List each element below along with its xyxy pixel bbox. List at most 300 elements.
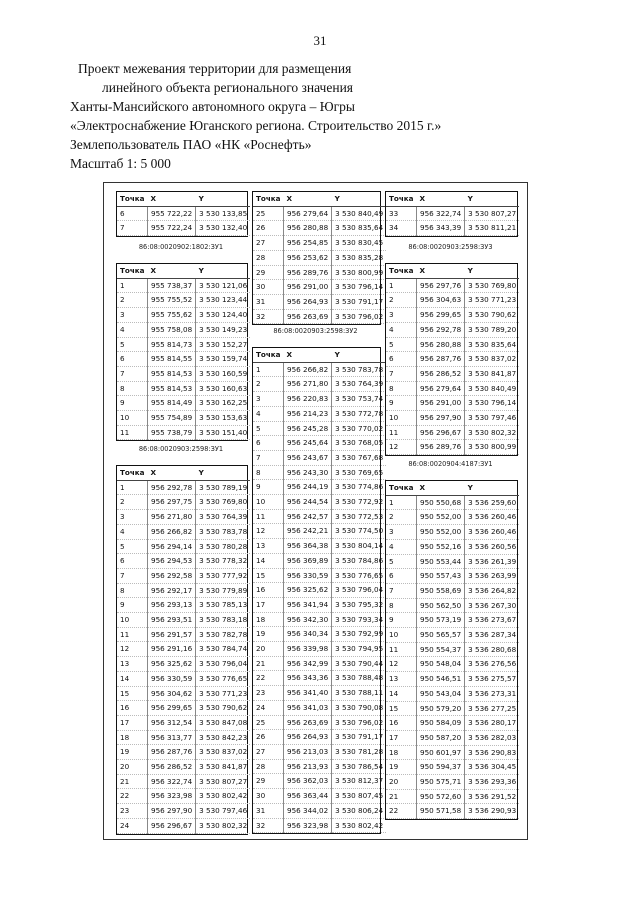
x-coordinate-cell: 955 814,53 (148, 381, 196, 396)
point-number-cell: 25 (253, 715, 284, 730)
point-number-cell: 33 (386, 206, 417, 221)
x-coordinate-cell: 956 292,58 (148, 568, 196, 583)
x-coordinate-cell: 956 294,53 (148, 554, 196, 569)
point-number-cell: 3 (117, 308, 148, 323)
y-coordinate-cell: 3 530 796,04 (196, 657, 251, 672)
y-column-header: Y (196, 192, 251, 206)
table-row (386, 569, 519, 584)
point-number-cell: 1 (117, 278, 148, 293)
x-coordinate-cell: 955 722,22 (148, 206, 196, 221)
y-coordinate-cell: 3 530 784,74 (196, 642, 251, 657)
y-coordinate-cell: 3 530 774,50 (332, 524, 387, 539)
y-coordinate-cell: 3 530 772,53 (332, 509, 387, 524)
point-column-header: Точка (117, 192, 148, 206)
table-row (117, 671, 250, 686)
table-row (253, 265, 386, 280)
y-coordinate-cell: 3 530 783,18 (196, 613, 251, 628)
point-number-cell: 2 (253, 377, 284, 392)
y-coordinate-cell: 3 530 771,23 (465, 293, 520, 308)
y-coordinate-cell: 3 530 796,02 (332, 715, 387, 730)
y-coordinate-cell: 3 536 261,39 (465, 554, 520, 569)
point-number-cell: 3 (253, 392, 284, 407)
point-number-cell: 17 (253, 597, 284, 612)
x-coordinate-cell: 955 814,55 (148, 352, 196, 367)
coords-table (386, 264, 519, 455)
table-row (117, 715, 250, 730)
y-coordinate-cell: 3 530 796,02 (332, 309, 387, 324)
table-row (253, 715, 386, 730)
y-column-header: Y (465, 481, 520, 495)
y-coordinate-cell: 3 530 160,63 (196, 381, 251, 396)
point-number-cell: 22 (253, 671, 284, 686)
y-coordinate-cell: 3 530 152,27 (196, 337, 251, 352)
point-number-cell: 9 (253, 480, 284, 495)
table-row (386, 308, 519, 323)
table-row (253, 686, 386, 701)
y-column-header: Y (332, 348, 387, 362)
table-row (117, 804, 250, 819)
point-number-cell: 2 (117, 495, 148, 510)
x-column-header: X (417, 192, 465, 206)
coords-table-block (116, 191, 248, 237)
x-coordinate-cell: 956 243,67 (284, 450, 332, 465)
x-coordinate-cell: 956 294,14 (148, 539, 196, 554)
table-row (386, 510, 519, 525)
x-coordinate-cell: 950 552,16 (417, 539, 465, 554)
x-coordinate-cell: 956 340,34 (284, 627, 332, 642)
point-number-cell: 12 (386, 440, 417, 455)
x-coordinate-cell: 956 279,64 (417, 381, 465, 396)
point-column-header: Точка (117, 264, 148, 278)
point-number-cell: 5 (117, 337, 148, 352)
x-coordinate-cell: 956 342,30 (284, 612, 332, 627)
x-coordinate-cell: 950 579,20 (417, 701, 465, 716)
point-number-cell: 6 (253, 436, 284, 451)
point-number-cell: 17 (386, 730, 417, 745)
point-number-cell: 4 (117, 524, 148, 539)
coords-table (253, 348, 386, 833)
x-coordinate-cell: 956 343,39 (417, 221, 465, 236)
x-coordinate-cell: 950 543,04 (417, 686, 465, 701)
parcel-caption: 86:08:0020903:2598:ЗУ2 (273, 327, 358, 335)
y-coordinate-cell: 3 530 847,08 (196, 715, 251, 730)
y-coordinate-cell: 3 536 290,83 (465, 745, 520, 760)
x-coordinate-cell: 956 297,76 (417, 278, 465, 293)
x-coordinate-cell: 956 292,78 (148, 480, 196, 495)
x-coordinate-cell: 950 550,68 (417, 495, 465, 510)
x-coordinate-cell: 956 266,82 (148, 524, 196, 539)
table-row (117, 789, 250, 804)
table-row (117, 774, 250, 789)
y-coordinate-cell: 3 530 841,87 (196, 760, 251, 775)
point-number-cell: 14 (386, 686, 417, 701)
x-coordinate-cell: 956 325,62 (284, 583, 332, 598)
x-coordinate-cell: 950 594,37 (417, 760, 465, 775)
y-coordinate-cell: 3 530 769,80 (196, 495, 251, 510)
coords-table (117, 466, 250, 834)
table-row (386, 672, 519, 687)
point-number-cell: 21 (253, 656, 284, 671)
table-row (253, 759, 386, 774)
table-row (253, 421, 386, 436)
y-coordinate-cell: 3 530 837,02 (196, 745, 251, 760)
point-number-cell: 8 (386, 598, 417, 613)
y-coordinate-cell: 3 530 842,23 (196, 730, 251, 745)
x-coordinate-cell: 956 304,62 (148, 686, 196, 701)
point-number-cell: 15 (117, 686, 148, 701)
table-row (117, 627, 250, 642)
y-coordinate-cell: 3 530 770,02 (332, 421, 387, 436)
x-coordinate-cell: 956 325,62 (148, 657, 196, 672)
table-row (117, 480, 250, 495)
point-number-cell: 5 (253, 421, 284, 436)
point-number-cell: 10 (386, 628, 417, 643)
table-row (253, 818, 386, 833)
y-coordinate-cell: 3 530 786,54 (332, 759, 387, 774)
x-coordinate-cell: 956 322,74 (148, 774, 196, 789)
table-row (386, 206, 519, 221)
point-number-cell: 30 (253, 280, 284, 295)
point-number-cell: 27 (253, 744, 284, 759)
x-coordinate-cell: 950 562,50 (417, 598, 465, 613)
table-row (386, 657, 519, 672)
coords-table-block (116, 263, 248, 441)
x-coordinate-cell: 956 313,77 (148, 730, 196, 745)
point-number-cell: 3 (117, 510, 148, 525)
table-row (117, 539, 250, 554)
table-row (386, 539, 519, 554)
table-row (253, 656, 386, 671)
point-number-cell: 4 (117, 322, 148, 337)
x-coordinate-cell: 950 571,58 (417, 804, 465, 819)
point-number-cell: 11 (386, 425, 417, 440)
table-row (253, 539, 386, 554)
table-row (253, 280, 386, 295)
point-number-cell: 20 (253, 642, 284, 657)
y-coordinate-cell: 3 530 802,32 (465, 425, 520, 440)
point-number-cell: 7 (386, 366, 417, 381)
point-number-cell: 24 (117, 818, 148, 833)
y-coordinate-cell: 3 530 769,80 (465, 278, 520, 293)
coords-table-block (385, 480, 518, 820)
table-row (253, 309, 386, 324)
table-row (117, 510, 250, 525)
x-coordinate-cell: 955 754,89 (148, 411, 196, 426)
y-coordinate-cell: 3 530 781,28 (332, 744, 387, 759)
x-coordinate-cell: 956 286,52 (417, 366, 465, 381)
x-coordinate-cell: 956 343,36 (284, 671, 332, 686)
point-number-cell: 20 (117, 760, 148, 775)
point-number-cell: 19 (253, 627, 284, 642)
x-coordinate-cell: 950 546,51 (417, 672, 465, 687)
point-number-cell: 30 (253, 789, 284, 804)
y-coordinate-cell: 3 530 794,95 (332, 642, 387, 657)
point-number-cell: 11 (117, 627, 148, 642)
table-row (253, 583, 386, 598)
y-coordinate-cell: 3 536 293,36 (465, 775, 520, 790)
y-coordinate-cell: 3 530 783,78 (332, 362, 387, 377)
table-row (117, 583, 250, 598)
table-row (386, 598, 519, 613)
table-row (253, 294, 386, 309)
point-number-cell: 15 (253, 568, 284, 583)
point-number-cell: 2 (117, 293, 148, 308)
y-coordinate-cell: 3 536 290,93 (465, 804, 520, 819)
table-row (386, 730, 519, 745)
y-coordinate-cell: 3 530 767,68 (332, 450, 387, 465)
point-number-cell: 26 (253, 221, 284, 236)
point-number-cell: 15 (386, 701, 417, 716)
x-coordinate-cell: 955 755,52 (148, 293, 196, 308)
table-row (253, 362, 386, 377)
table-row (117, 221, 250, 236)
table-row (253, 250, 386, 265)
x-coordinate-cell: 950 573,19 (417, 613, 465, 628)
parcel-caption: 86:08:0020903:2598:ЗУ3 (408, 243, 493, 251)
y-coordinate-cell: 3 530 777,92 (196, 568, 251, 583)
point-number-cell: 28 (253, 759, 284, 774)
table-row (386, 804, 519, 819)
point-number-cell: 16 (253, 583, 284, 598)
y-coordinate-cell: 3 530 835,64 (465, 337, 520, 352)
table-row (386, 278, 519, 293)
y-coordinate-cell: 3 530 800,99 (332, 265, 387, 280)
table-row (117, 308, 250, 323)
table-row (386, 789, 519, 804)
point-number-cell: 9 (117, 396, 148, 411)
y-coordinate-cell: 3 530 790,62 (465, 308, 520, 323)
y-coordinate-cell: 3 530 133,85 (196, 206, 251, 221)
table-row (386, 628, 519, 643)
table-row (386, 583, 519, 598)
table-row (253, 509, 386, 524)
y-coordinate-cell: 3 536 276,56 (465, 657, 520, 672)
y-coordinate-cell: 3 530 840,49 (332, 206, 387, 221)
y-coordinate-cell: 3 530 796,14 (465, 396, 520, 411)
parcel-caption: 86:08:0020903:2598:ЗУ1 (138, 445, 224, 453)
x-coordinate-cell: 956 341,40 (284, 686, 332, 701)
point-number-cell: 21 (117, 774, 148, 789)
point-number-cell: 16 (117, 701, 148, 716)
table-row (253, 612, 386, 627)
y-coordinate-cell: 3 536 260,56 (465, 539, 520, 554)
y-column-header: Y (465, 264, 520, 278)
table-row (253, 221, 386, 236)
x-coordinate-cell: 956 245,28 (284, 421, 332, 436)
y-coordinate-cell: 3 536 264,82 (465, 583, 520, 598)
table-row (117, 686, 250, 701)
table-row (117, 524, 250, 539)
x-column-header: X (148, 192, 196, 206)
y-coordinate-cell: 3 530 806,24 (332, 803, 387, 818)
x-coordinate-cell: 956 264,93 (284, 730, 332, 745)
table-row (253, 524, 386, 539)
table-row (386, 495, 519, 510)
x-coordinate-cell: 956 245,64 (284, 436, 332, 451)
point-number-cell: 23 (117, 804, 148, 819)
x-coordinate-cell: 956 362,03 (284, 774, 332, 789)
table-row (117, 366, 250, 381)
point-number-cell: 14 (253, 553, 284, 568)
y-coordinate-cell: 3 530 778,32 (196, 554, 251, 569)
point-number-cell: 13 (253, 539, 284, 554)
table-row (386, 554, 519, 569)
point-number-cell: 13 (386, 672, 417, 687)
point-number-cell: 26 (253, 730, 284, 745)
table-row (386, 322, 519, 337)
table-row (386, 613, 519, 628)
table-row (386, 745, 519, 760)
x-coordinate-cell: 956 341,03 (284, 700, 332, 715)
y-coordinate-cell: 3 530 811,21 (465, 221, 520, 236)
x-coordinate-cell: 956 279,64 (284, 206, 332, 221)
coords-table-block (385, 191, 518, 237)
heading-line-6: Масштаб 1: 5 000 (70, 156, 171, 171)
table-row (117, 495, 250, 510)
table-header-row (253, 348, 386, 362)
x-coordinate-cell: 956 266,82 (284, 362, 332, 377)
table-row (253, 236, 386, 251)
point-number-cell: 9 (386, 613, 417, 628)
table-header-row (117, 192, 250, 206)
table-row (117, 396, 250, 411)
point-number-cell: 7 (253, 450, 284, 465)
coords-table (386, 192, 519, 236)
point-number-cell: 1 (253, 362, 284, 377)
x-coordinate-cell: 956 297,90 (148, 804, 196, 819)
coords-table-block (116, 465, 248, 835)
x-coordinate-cell: 956 312,54 (148, 715, 196, 730)
y-coordinate-cell: 3 536 287,34 (465, 628, 520, 643)
x-coordinate-cell: 950 553,44 (417, 554, 465, 569)
x-coordinate-cell: 956 213,93 (284, 759, 332, 774)
table-row (386, 411, 519, 426)
table-row (386, 381, 519, 396)
coords-table (386, 481, 519, 819)
y-coordinate-cell: 3 530 789,20 (465, 322, 520, 337)
table-row (253, 627, 386, 642)
x-coordinate-cell: 956 304,63 (417, 293, 465, 308)
x-coordinate-cell: 956 213,03 (284, 744, 332, 759)
table-row (117, 730, 250, 745)
y-coordinate-cell: 3 530 764,39 (332, 377, 387, 392)
table-row (386, 440, 519, 455)
table-row (386, 293, 519, 308)
x-coordinate-cell: 956 280,88 (417, 337, 465, 352)
point-number-cell: 23 (253, 686, 284, 701)
x-coordinate-cell: 955 722,24 (148, 221, 196, 236)
y-coordinate-cell: 3 530 776,65 (332, 568, 387, 583)
table-row (386, 396, 519, 411)
table-row (386, 366, 519, 381)
table-row (253, 206, 386, 221)
y-coordinate-cell: 3 536 259,60 (465, 495, 520, 510)
table-row (253, 642, 386, 657)
y-coordinate-cell: 3 530 779,89 (196, 583, 251, 598)
table-row (386, 775, 519, 790)
point-number-cell: 9 (386, 396, 417, 411)
table-row (386, 642, 519, 657)
y-column-header: Y (332, 192, 387, 206)
x-coordinate-cell: 956 292,78 (417, 322, 465, 337)
point-number-cell: 17 (117, 715, 148, 730)
table-row (117, 613, 250, 628)
y-coordinate-cell: 3 536 277,25 (465, 701, 520, 716)
x-coordinate-cell: 950 557,43 (417, 569, 465, 584)
point-number-cell: 8 (386, 381, 417, 396)
point-number-cell: 8 (117, 583, 148, 598)
y-coordinate-cell: 3 530 791,17 (332, 730, 387, 745)
point-number-cell: 5 (117, 539, 148, 554)
x-coordinate-cell: 956 323,98 (284, 818, 332, 833)
point-number-cell: 10 (386, 411, 417, 426)
y-coordinate-cell: 3 536 267,30 (465, 598, 520, 613)
point-number-cell: 8 (117, 381, 148, 396)
x-coordinate-cell: 956 322,74 (417, 206, 465, 221)
y-coordinate-cell: 3 530 160,59 (196, 366, 251, 381)
point-number-cell: 2 (386, 293, 417, 308)
table-row (117, 411, 250, 426)
x-coordinate-cell: 956 363,44 (284, 789, 332, 804)
x-coordinate-cell: 956 289,76 (417, 440, 465, 455)
point-number-cell: 6 (117, 352, 148, 367)
point-number-cell: 31 (253, 803, 284, 818)
table-row (253, 495, 386, 510)
x-coordinate-cell: 955 758,08 (148, 322, 196, 337)
y-coordinate-cell: 3 530 837,02 (465, 352, 520, 367)
table-row (386, 701, 519, 716)
x-coordinate-cell: 956 330,59 (148, 671, 196, 686)
x-coordinate-cell: 956 289,76 (284, 265, 332, 280)
x-column-header: X (148, 264, 196, 278)
table-row (253, 392, 386, 407)
y-coordinate-cell: 3 530 835,28 (332, 250, 387, 265)
y-coordinate-cell: 3 530 772,92 (332, 495, 387, 510)
table-row (117, 554, 250, 569)
x-coordinate-cell: 950 548,04 (417, 657, 465, 672)
point-column-header: Точка (386, 192, 417, 206)
table-row (386, 337, 519, 352)
point-number-cell: 11 (117, 425, 148, 440)
point-number-cell: 10 (117, 613, 148, 628)
point-number-cell: 28 (253, 250, 284, 265)
point-number-cell: 34 (386, 221, 417, 236)
coords-table-block (252, 191, 384, 325)
x-coordinate-cell: 956 299,65 (148, 701, 196, 716)
x-coordinate-cell: 956 286,52 (148, 760, 196, 775)
point-number-cell: 21 (386, 789, 417, 804)
table-row (386, 525, 519, 540)
x-coordinate-cell: 956 271,80 (148, 510, 196, 525)
table-row (117, 760, 250, 775)
point-number-cell: 22 (117, 789, 148, 804)
y-coordinate-cell: 3 530 753,74 (332, 392, 387, 407)
point-column-header: Точка (253, 192, 284, 206)
y-column-header: Y (196, 466, 251, 480)
y-coordinate-cell: 3 536 273,31 (465, 686, 520, 701)
y-coordinate-cell: 3 530 783,78 (196, 524, 251, 539)
y-coordinate-cell: 3 536 275,57 (465, 672, 520, 687)
point-number-cell: 7 (386, 583, 417, 598)
point-number-cell: 12 (117, 642, 148, 657)
x-coordinate-cell: 956 253,62 (284, 250, 332, 265)
x-coordinate-cell: 956 339,98 (284, 642, 332, 657)
coords-table-block (252, 347, 384, 834)
x-coordinate-cell: 956 297,75 (148, 495, 196, 510)
table-row (386, 760, 519, 775)
point-number-cell: 19 (386, 760, 417, 775)
y-coordinate-cell: 3 530 132,40 (196, 221, 251, 236)
